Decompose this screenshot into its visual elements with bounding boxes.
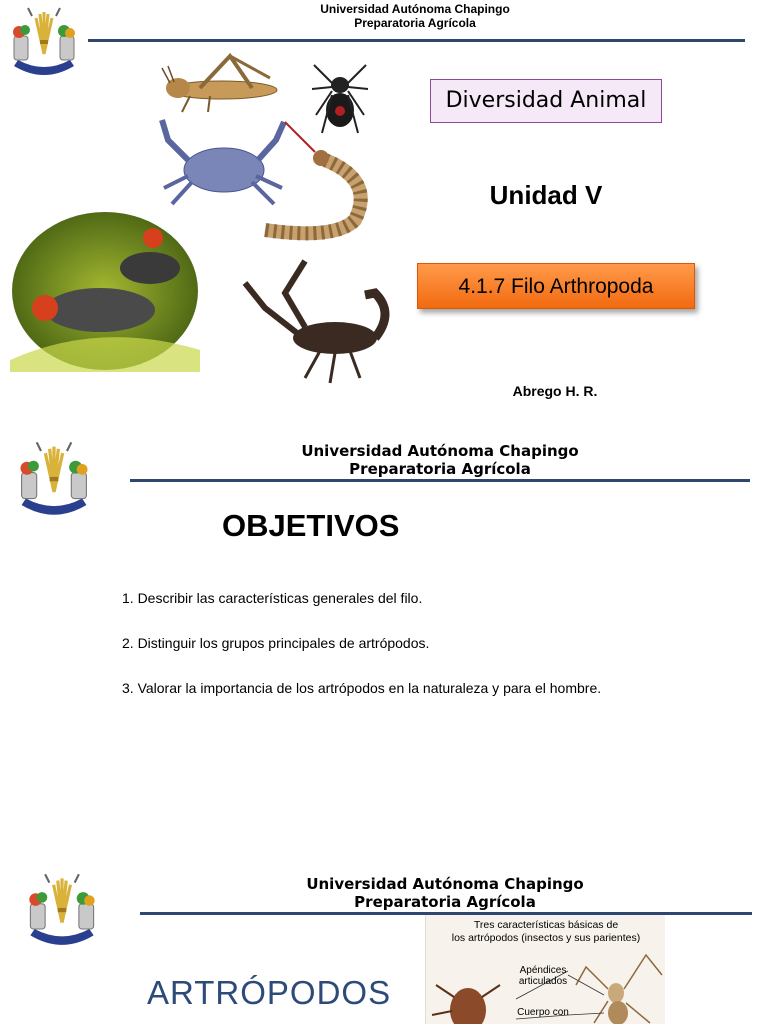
label-line: Apéndices [519, 965, 567, 976]
slide-1 [0, 0, 768, 420]
slide-2 [0, 430, 768, 850]
objective-item-2: 2. Distinguir los grupos principales de artrópodos. [122, 635, 430, 651]
label-line: articulados [518, 976, 568, 987]
arthropod-features-diagram [425, 915, 665, 1024]
institution-header [275, 875, 615, 911]
diagram-heading-line-2: los artrópodos (insectos y sus parientes) [451, 932, 641, 945]
jointed-appendages-label [511, 965, 575, 987]
course-title: Diversidad Animal [430, 79, 662, 123]
objective-item-3: 3. Valorar la importancia de los artrópodos en la naturaleza y para el hombre. [122, 680, 602, 696]
author-name: Abrego H. R. [512, 383, 598, 399]
centipede-image [235, 120, 380, 242]
header-divider [88, 39, 745, 42]
objectives-title: OBJETIVOS [222, 508, 400, 543]
institution-header [270, 442, 610, 478]
objective-item-1: 1. Describir las características generales del filo. [122, 590, 423, 606]
header-line-1: Universidad Autónoma Chapingo [306, 875, 584, 893]
grasshopper-image [160, 48, 305, 118]
institution-header [250, 2, 580, 31]
chapingo-logo [14, 870, 110, 948]
slide-3 [0, 858, 768, 1024]
unit-title: Unidad V [489, 180, 603, 210]
diagram-heading-line-1: Tres características básicas de [473, 919, 619, 931]
header-line-2: Preparatoria Agrícola [354, 16, 476, 31]
header-line-2: Preparatoria Agrícola [349, 460, 531, 478]
header-line-1: Universidad Autónoma Chapingo [320, 2, 510, 16]
fly-image [10, 210, 200, 372]
header-line-1: Universidad Autónoma Chapingo [301, 442, 579, 460]
header-line-2: Preparatoria Agrícola [354, 893, 536, 911]
chapingo-logo [6, 4, 82, 78]
scorpion-image [225, 253, 405, 388]
chapingo-logo [6, 438, 102, 518]
body-segments-label: Cuerpo con [517, 1007, 569, 1018]
header-divider [130, 479, 750, 482]
topic-banner: 4.1.7 Filo Arthropoda [417, 263, 695, 309]
arthropods-title: ARTRÓPODOS [147, 974, 392, 1011]
